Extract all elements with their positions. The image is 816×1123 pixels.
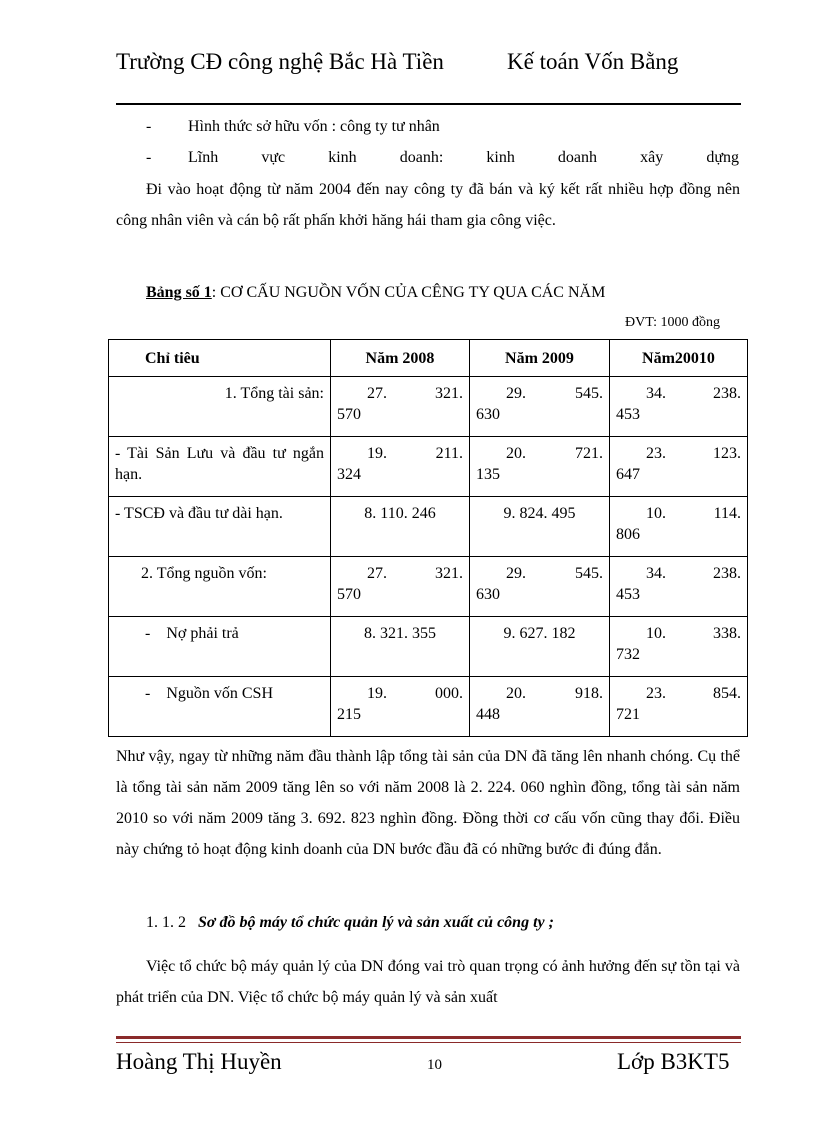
- value-part: 806: [616, 526, 640, 543]
- bullet-marker: -: [146, 118, 152, 135]
- table-row: [109, 557, 748, 617]
- table-row: [109, 497, 748, 557]
- header-school: Trường CĐ công nghệ Bắc Hà Tiền: [116, 49, 444, 74]
- value-part: 23.: [646, 445, 666, 462]
- table-header-row: [109, 340, 748, 377]
- value-part: 135: [476, 466, 500, 483]
- value-part: 238.: [713, 385, 741, 402]
- row-label: - Nguồn vốn CSH: [109, 677, 331, 737]
- word: kinh: [328, 149, 357, 166]
- word: Lĩnh: [188, 149, 219, 166]
- table-title-text: : CƠ CẤU NGUỒN VỐN CỦA CÊNG TY QUA CÁC NĂM: [211, 284, 606, 301]
- value-part: 19.: [367, 685, 387, 702]
- column-header: Năm 2009: [470, 340, 610, 377]
- value-part: 29.: [506, 385, 526, 402]
- cell-value: [470, 677, 610, 737]
- word: vực: [261, 149, 286, 166]
- cell-value: [331, 377, 470, 437]
- value-part: 238.: [713, 565, 741, 582]
- analysis-text: Như vậy, ngay từ những năm đầu thành lập tổng tài sản của DN đã tăng lên nhanh chóng. Cụ thể là tổng tài sản năm 2009 tăng lên so với năm 2008 là 2. 224. 060 nghìn đồng, tổng tài sản năm 2010 so với năm 2009 tăng 3. 692. 823 nghìn đồng. Đồng thời cơ cấu vốn cũng thay đổi. Điều này chứng tỏ hoạt động kinh doanh của DN bước đầu đã có những bước đi đúng đắn.: [116, 748, 740, 858]
- cell-value: 9. 824. 495: [470, 497, 610, 557]
- value-part: 453: [616, 586, 640, 603]
- analysis-paragraph: [116, 741, 740, 865]
- cell-value: [331, 677, 470, 737]
- value-part: 453: [616, 406, 640, 423]
- value-part: 321.: [435, 565, 463, 582]
- section-title: Sơ đồ bộ máy tổ chức quản lý và sản xuất củ công ty ;: [198, 914, 554, 931]
- table-title-label: Bảng số 1: [146, 284, 212, 301]
- value-part: 20.: [506, 685, 526, 702]
- page-number: 10: [427, 1057, 442, 1073]
- cell-value: [470, 437, 610, 497]
- value-part: 545.: [575, 385, 603, 402]
- closing-text: Việc tổ chức bộ máy quản lý của DN đóng vai trò quan trọng có ảnh hưởng đến sự tồn tại và phát triển của DN. Việc tổ chức bộ máy quản lý và sản xuất: [116, 958, 740, 1006]
- cell-value: 8. 321. 355: [331, 617, 470, 677]
- row-label: - Nợ phải trả: [109, 617, 331, 677]
- value-part: 321.: [435, 385, 463, 402]
- section-number: 1. 1. 2: [146, 914, 186, 931]
- cell-value: [331, 557, 470, 617]
- value-part: 732: [616, 646, 640, 663]
- footer-divider-thin: [116, 1042, 741, 1043]
- table-row: [109, 377, 748, 437]
- value-part: 338.: [713, 625, 741, 642]
- word: xây: [640, 149, 664, 166]
- word: dựng: [706, 149, 739, 166]
- value-part: 34.: [646, 385, 666, 402]
- closing-paragraph: [116, 951, 740, 1013]
- table-title: [146, 283, 605, 303]
- value-part: 721: [616, 706, 640, 723]
- cell-value: [610, 557, 748, 617]
- intro-paragraph: [116, 174, 740, 236]
- row-label: - TSCĐ và đầu tư dài hạn.: [109, 497, 331, 557]
- value-part: 630: [476, 406, 500, 423]
- value-part: 34.: [646, 565, 666, 582]
- table-row: [109, 617, 748, 677]
- cell-value: [610, 677, 748, 737]
- value-part: 000.: [435, 685, 463, 702]
- value-part: 27.: [367, 385, 387, 402]
- word: kinh: [486, 149, 515, 166]
- cell-value: [610, 437, 748, 497]
- capital-structure-table: [108, 339, 748, 737]
- cell-value: [470, 557, 610, 617]
- table-row: [109, 677, 748, 737]
- value-part: 324: [337, 466, 361, 483]
- value-part: 19.: [367, 445, 387, 462]
- table-row: [109, 437, 748, 497]
- value-part: 10.: [646, 505, 666, 522]
- footer-divider-thick: [116, 1036, 741, 1039]
- section-heading: [146, 912, 554, 934]
- word: doanh: [557, 149, 598, 166]
- column-header: Năm20010: [610, 340, 748, 377]
- value-part: 854.: [713, 685, 741, 702]
- cell-value: [470, 377, 610, 437]
- header-divider: [116, 103, 741, 105]
- row-label: 1. Tổng tài sản:: [109, 377, 331, 437]
- row-label: - Tài Sản Lưu và đầu tư ngắn hạn.: [109, 437, 331, 497]
- row-label: 2. Tổng nguồn vốn:: [109, 557, 331, 617]
- value-part: 23.: [646, 685, 666, 702]
- bullet-business-field: [188, 148, 739, 168]
- value-part: 29.: [506, 565, 526, 582]
- bullet-marker: -: [146, 149, 152, 166]
- column-header: Chỉ tiêu: [109, 340, 331, 377]
- table-unit: ĐVT: 1000 đồng: [625, 315, 720, 330]
- header-subject: Kế toán Vốn Bằng: [507, 49, 679, 74]
- value-part: 570: [337, 406, 361, 423]
- value-part: 27.: [367, 565, 387, 582]
- footer-author: Hoàng Thị Huyền: [116, 1049, 282, 1074]
- value-part: 918.: [575, 685, 603, 702]
- cell-value: [331, 437, 470, 497]
- intro-text: Đi vào hoạt động từ năm 2004 đến nay công ty đã bán và ký kết rất nhiều hợp đồng nên công nhân viên và cán bộ rất phấn khởi hăng hái tham gia công việc.: [116, 181, 740, 229]
- word: doanh:: [399, 149, 444, 166]
- cell-value: 9. 627. 182: [470, 617, 610, 677]
- value-part: 20.: [506, 445, 526, 462]
- value-part: 570: [337, 586, 361, 603]
- value-part: 10.: [646, 625, 666, 642]
- value-part: 123.: [713, 445, 741, 462]
- value-part: 211.: [435, 445, 463, 462]
- value-part: 721.: [575, 445, 603, 462]
- value-part: 114.: [713, 505, 741, 522]
- cell-value: [610, 377, 748, 437]
- cell-value: [610, 497, 748, 557]
- cell-value: 8. 110. 246: [331, 497, 470, 557]
- value-part: 545.: [575, 565, 603, 582]
- value-part: 647: [616, 466, 640, 483]
- footer-class: Lớp B3KT5: [617, 1049, 730, 1074]
- column-header: Năm 2008: [331, 340, 470, 377]
- value-part: 630: [476, 586, 500, 603]
- value-part: 215: [337, 706, 361, 723]
- bullet-ownership: Hình thức sở hữu vốn : công ty tư nhân: [188, 118, 440, 135]
- value-part: 448: [476, 706, 500, 723]
- cell-value: [610, 617, 748, 677]
